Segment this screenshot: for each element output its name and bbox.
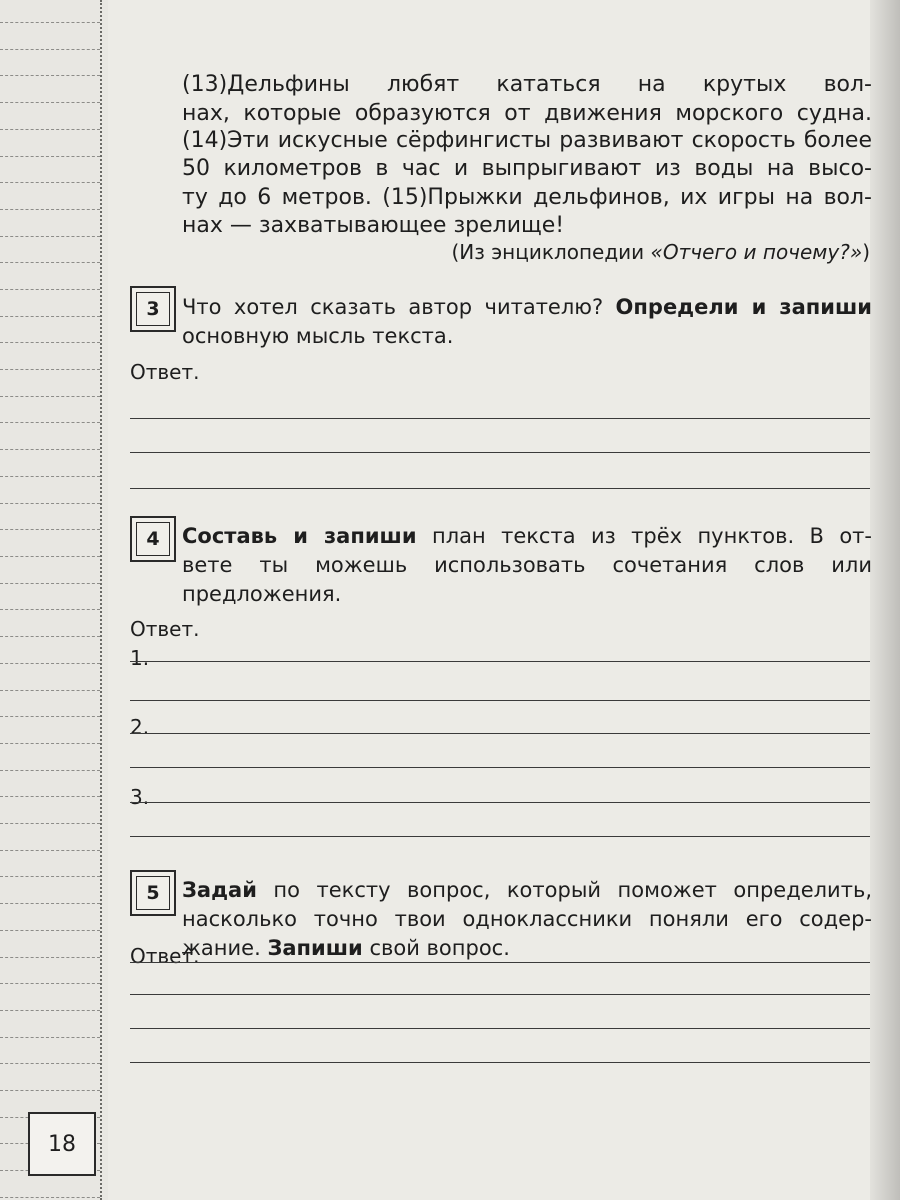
margin-rule	[0, 1090, 100, 1091]
plan-answer-line[interactable]	[130, 700, 870, 701]
margin-rule	[0, 262, 100, 263]
task-5-answer-line[interactable]	[130, 962, 870, 963]
margin-rule	[0, 796, 100, 797]
page-shadow-strip	[870, 0, 900, 1200]
task-3-answer-line[interactable]	[130, 488, 870, 489]
margin-rule	[0, 770, 100, 771]
task-3-bold: Определи и запиши	[615, 295, 872, 319]
task-3-answer-line[interactable]	[130, 418, 870, 419]
plan-number-3: 3.	[130, 785, 150, 809]
margin-rule	[0, 609, 100, 610]
margin-rule	[0, 22, 100, 23]
margin-rule	[0, 556, 100, 557]
margin-rule	[0, 102, 100, 103]
text-line-2: нах, которые образуются от движения морского судна.	[182, 101, 872, 126]
page-margin	[0, 0, 108, 1200]
margin-rule	[0, 422, 100, 423]
task-5-answer-line[interactable]	[130, 1062, 870, 1063]
margin-rule	[0, 903, 100, 904]
task-4-line-1	[182, 522, 872, 551]
margin-rule	[0, 1063, 100, 1064]
task-5-line-2: насколько точно твои одноклассники поняли его содер-	[182, 907, 872, 931]
margin-rule	[0, 503, 100, 504]
margin-rule	[0, 182, 100, 183]
margin-rule	[0, 1010, 100, 1011]
task-5-bold-3: Запиши	[267, 936, 363, 960]
plan-answer-line-1[interactable]	[130, 661, 870, 662]
task-5-bold-1: Задай	[182, 878, 257, 902]
margin-rule	[0, 663, 100, 664]
margin-rule	[0, 342, 100, 343]
margin-rule	[0, 1037, 100, 1038]
margin-rule	[0, 743, 100, 744]
source-prefix: (Из энциклопедии	[451, 240, 651, 264]
source-suffix: )	[862, 240, 870, 264]
task-3-plain: Что хотел сказать автор читателю?	[182, 295, 616, 319]
margin-rule	[0, 396, 100, 397]
margin-rule	[0, 156, 100, 157]
source-citation	[182, 240, 870, 264]
task-5-line-1	[182, 876, 872, 905]
task-5-end-3: свой вопрос.	[362, 936, 510, 960]
text-line-1: (13)Дельфины любят кататься на крутых вол-	[182, 72, 872, 97]
task-3-number: 3	[136, 292, 170, 326]
task-3-answer-line[interactable]	[130, 452, 870, 453]
text-line-6: нах — захватывающее зрелище!	[182, 213, 565, 238]
margin-rule	[0, 49, 100, 50]
margin-rule	[0, 690, 100, 691]
margin-rule	[0, 209, 100, 210]
task-4-text	[182, 522, 872, 609]
task-4-line-2: вете ты можешь использовать сочетания слов или	[182, 553, 872, 577]
task-5-number-box	[130, 870, 176, 916]
task-4-plain: план текста из трёх пунктов. В от-	[416, 524, 872, 548]
plan-number-1: 1.	[130, 646, 150, 670]
task-3-answer-label: Ответ.	[130, 360, 200, 384]
task-4-line-3: предложения.	[182, 582, 342, 606]
source-title: «Отчего и почему?»	[650, 240, 863, 264]
margin-rule	[0, 957, 100, 958]
margin-rule	[0, 449, 100, 450]
margin-dotted-edge	[100, 0, 102, 1200]
margin-rule	[0, 583, 100, 584]
margin-rule	[0, 529, 100, 530]
margin-rule	[0, 876, 100, 877]
margin-rule	[0, 75, 100, 76]
task-5-plain-3: жание.	[182, 936, 268, 960]
task-5-answer-line[interactable]	[130, 994, 870, 995]
plan-answer-line-2[interactable]	[130, 733, 870, 734]
task-3-text	[182, 293, 872, 351]
plan-number-2: 2.	[130, 715, 150, 739]
page-number: 18	[28, 1112, 96, 1176]
margin-rule	[0, 1197, 100, 1198]
margin-rule	[0, 369, 100, 370]
task-4-bold: Составь и запиши	[182, 524, 417, 548]
margin-rule	[0, 983, 100, 984]
plan-answer-line[interactable]	[130, 836, 870, 837]
task-5-answer-label: Ответ.	[130, 944, 200, 968]
text-line-4: 50 километров в час и выпрыгивают из воды на высо-	[182, 156, 872, 181]
plan-answer-line-3[interactable]	[130, 802, 870, 803]
margin-rule	[0, 716, 100, 717]
margin-rule	[0, 850, 100, 851]
margin-rule	[0, 930, 100, 931]
task-5-text	[182, 876, 872, 963]
task-4-number-box	[130, 516, 176, 562]
task-5-line-3	[182, 934, 872, 963]
margin-rule	[0, 476, 100, 477]
text-line-5: ту до 6 метров. (15)Прыжки дельфинов, их игры на вол-	[182, 185, 872, 210]
text-line-3: (14)Эти искусные сёрфингисты развивают скорость более	[182, 128, 872, 153]
task-4-number: 4	[136, 522, 170, 556]
margin-rule	[0, 129, 100, 130]
margin-rule	[0, 289, 100, 290]
margin-rule	[0, 236, 100, 237]
task-5-plain-1: по тексту вопрос, который поможет определить,	[256, 878, 872, 902]
task-4-answer-label: Ответ.	[130, 617, 200, 641]
plan-answer-line[interactable]	[130, 767, 870, 768]
task-3-line-1	[182, 293, 872, 322]
task-5-answer-line[interactable]	[130, 1028, 870, 1029]
task-3-number-box	[130, 286, 176, 332]
margin-rule	[0, 823, 100, 824]
margin-rule	[0, 316, 100, 317]
task-3-line-2: основную мысль текста.	[182, 324, 454, 348]
task-5-number: 5	[136, 876, 170, 910]
margin-rule	[0, 636, 100, 637]
